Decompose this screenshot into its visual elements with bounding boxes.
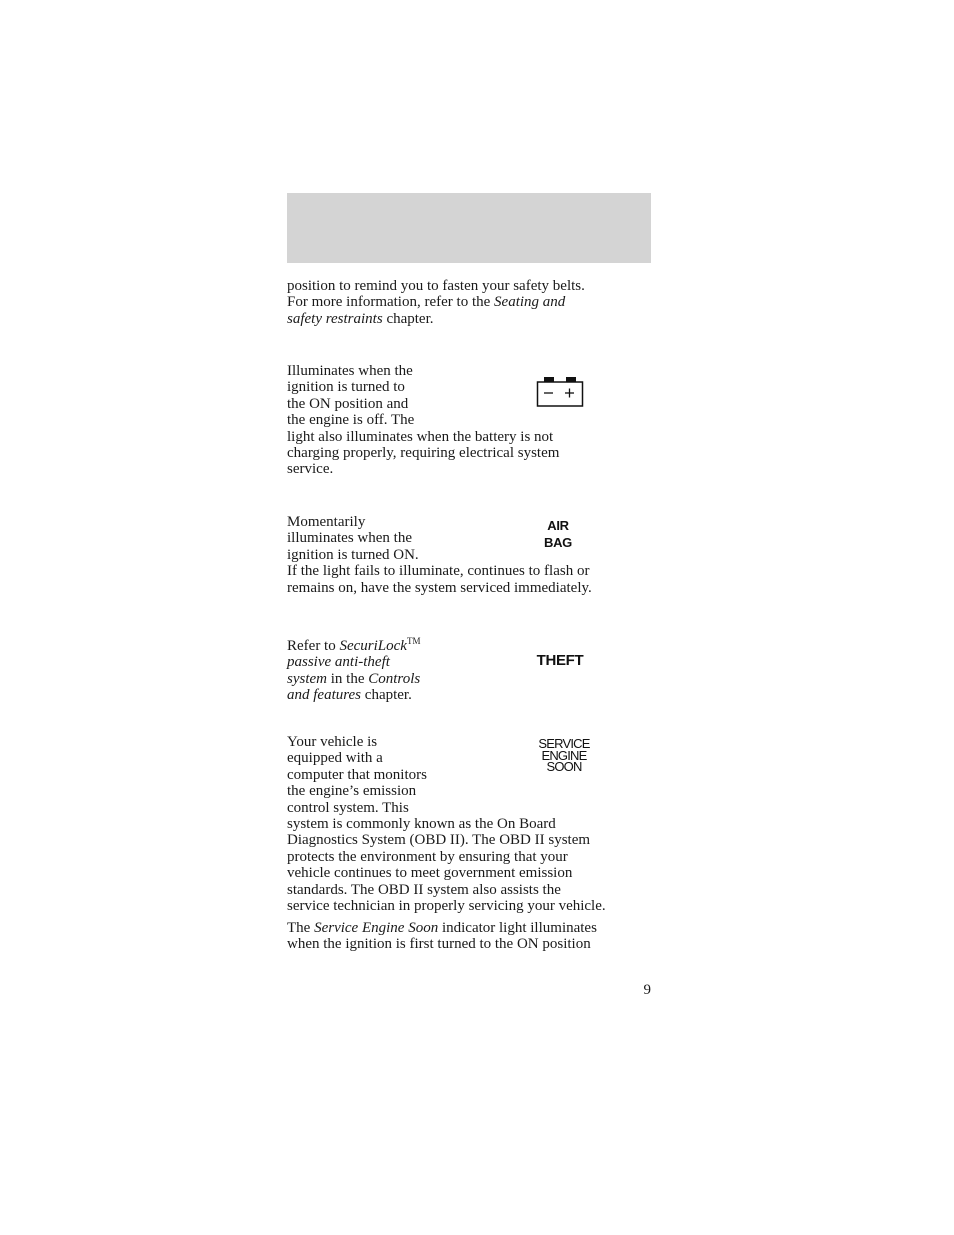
- service-engine-paragraph-2: The Service Engine Soon indicator light illuminates when the ignition is first turned to the ON position: [287, 920, 597, 953]
- airbag-paragraph: Momentarily illuminates when the ignition is turned ON. If the light fails to illuminate, continues to flash or remains on, have the system serviced immediately.: [287, 514, 592, 596]
- charging-system-paragraph: Illuminates when the ignition is turned to the ON position and the engine is off. The light also illuminates when the battery is not charging properly, requiring electrical system service.: [287, 363, 560, 478]
- airbag-warning-icon: [530, 517, 586, 551]
- ses-icon-line3: SOON: [546, 759, 582, 774]
- airbag-icon-line1: AIR: [547, 518, 569, 533]
- ses-icon-line1: SERVICE: [538, 736, 590, 751]
- page-number: 9: [643, 982, 651, 998]
- ses-icon-line2: ENGINE: [541, 747, 587, 763]
- service-engine-soon-icon: [528, 738, 600, 773]
- theft-indicator-icon: THEFT: [536, 652, 584, 669]
- theft-paragraph: Refer to SecuriLock™ passive anti-theft system in the Controls and features chapter.: [287, 636, 421, 704]
- intro-paragraph: position to remind you to fasten your safety belts. For more information, refer to the Seating and safety restraints chapter.: [287, 278, 585, 327]
- airbag-icon-line2: BAG: [544, 535, 572, 550]
- service-engine-paragraph: Your vehicle is equipped with a computer that monitors the engine’s emission control system. This system is commonly known as the On Board Diagnostics System (OBD II). The OBD II system protects the environment by ensuring that your vehicle continues to meet government emission standards. The OBD II system also assists the service technician in properly servicing your vehicle.: [287, 734, 606, 915]
- battery-icon: [536, 377, 584, 409]
- section-header-bar: [287, 193, 651, 263]
